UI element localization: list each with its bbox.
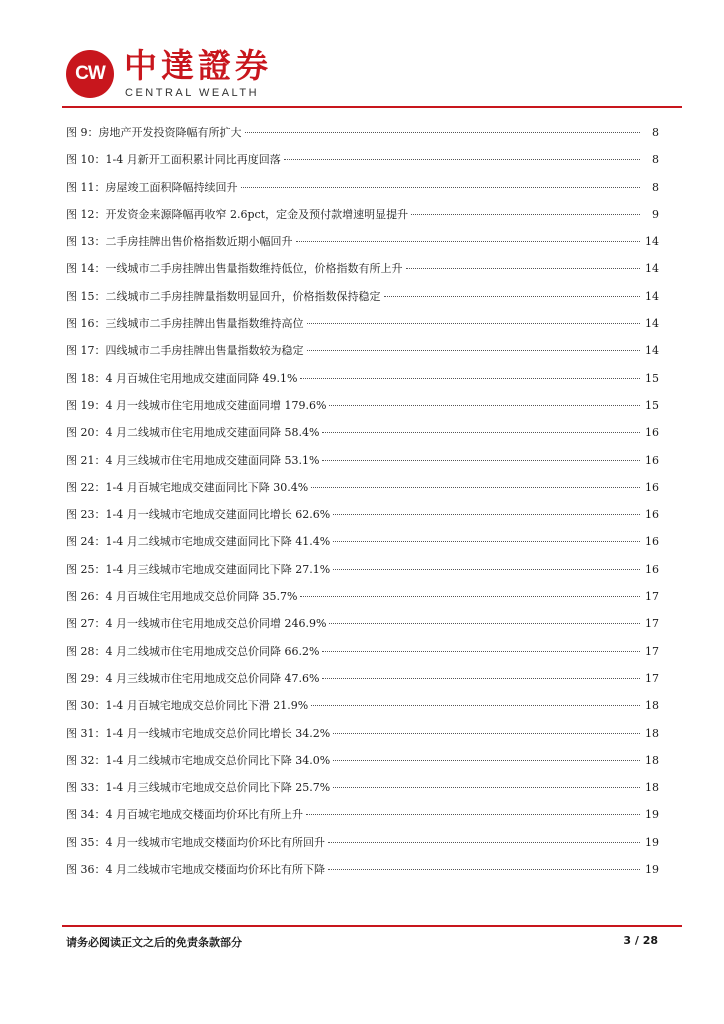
toc-entry-page: 16 [645, 562, 659, 576]
toc-entry-label: 图 21：4 月三线城市住宅用地成交建面同降 53.1% [66, 453, 320, 467]
brand-name-english: CENTRAL WEALTH [125, 87, 260, 99]
toc-entry-page: 18 [645, 781, 659, 795]
toc-entry-label: 图 34：4 月百城宅地成交楼面均价环比有所上升 [66, 808, 303, 822]
toc-dot-leader [411, 213, 640, 215]
toc-entry[interactable] [66, 179, 659, 206]
toc-entry-label: 图 17：四线城市二手房挂牌出售量指数较为稳定 [66, 344, 304, 358]
toc-entry-page: 14 [645, 235, 659, 249]
toc-entry[interactable] [66, 806, 659, 833]
toc-entry[interactable] [66, 533, 659, 560]
toc-entry-label: 图 11：房屋竣工面积降幅持续回升 [66, 180, 238, 194]
toc-dot-leader [333, 732, 640, 734]
toc-entry-label: 图 12：开发资金来源降幅再收窄 2.6pct，定金及预付款增速明显提升 [66, 207, 409, 221]
toc-entry-label: 图 30：1-4 月百城宅地成交总价同比下滑 21.9% [66, 699, 309, 713]
toc-dot-leader [300, 377, 640, 379]
toc-entry-label: 图 9：房地产开发投资降幅有所扩大 [66, 126, 242, 139]
toc-dot-leader [307, 322, 641, 324]
toc-entry-label: 图 32：1-4 月二线城市宅地成交总价同比下降 34.0% [66, 753, 331, 767]
toc-entry[interactable] [66, 670, 659, 697]
toc-dot-leader [322, 459, 640, 461]
toc-entry-page: 14 [645, 317, 659, 331]
toc-dot-leader [333, 759, 640, 761]
toc-dot-leader [322, 650, 640, 652]
toc-entry[interactable] [66, 725, 659, 752]
toc-entry-label: 图 28：4 月二线城市住宅用地成交总价同降 66.2% [66, 644, 320, 658]
toc-entry[interactable] [66, 342, 659, 369]
toc-entry-page: 16 [645, 480, 659, 494]
toc-entry-label: 图 16：三线城市二手房挂牌出售量指数维持高位 [66, 317, 304, 331]
toc-entry[interactable] [66, 206, 659, 233]
toc-dot-leader [241, 186, 641, 188]
toc-entry[interactable] [66, 124, 659, 151]
toc-entry-label: 图 26：4 月百城住宅用地成交总价同降 35.7% [66, 590, 298, 604]
header-divider [62, 106, 682, 108]
toc-entry-page: 17 [645, 644, 659, 658]
toc-entry-label: 图 36：4 月二线城市宅地成交楼面均价环比有所下降 [66, 863, 325, 877]
toc-entry-page: 19 [645, 863, 659, 877]
toc-entry-page: 8 [652, 126, 659, 139]
toc-dot-leader [284, 158, 640, 160]
logo-mark: CW [75, 63, 105, 84]
toc-entry-page: 17 [645, 590, 659, 604]
toc-dot-leader [333, 786, 640, 788]
toc-entry-label: 图 10：1-4 月新开工面积累计同比再度回落 [66, 153, 281, 167]
page-header [62, 44, 682, 108]
toc-entry[interactable] [66, 479, 659, 506]
toc-entry[interactable] [66, 643, 659, 670]
toc-dot-leader [329, 404, 640, 406]
toc-entry-page: 14 [645, 344, 659, 358]
toc-dot-leader [328, 868, 640, 870]
toc-entry[interactable] [66, 834, 659, 861]
toc-dot-leader [333, 568, 640, 570]
company-logo [66, 50, 114, 98]
toc-entry-page: 17 [645, 671, 659, 685]
toc-dot-leader [406, 267, 641, 269]
toc-entry-page: 9 [652, 207, 659, 221]
brand-name-chinese: 中達證券 [124, 46, 272, 85]
toc-dot-leader [311, 704, 640, 706]
toc-entry-label: 图 15：二线城市二手房挂牌量指数明显回升，价格指数保持稳定 [66, 289, 381, 303]
toc-entry[interactable] [66, 615, 659, 642]
toc-entry-label: 图 29：4 月三线城市住宅用地成交总价同降 47.6% [66, 671, 320, 685]
toc-entry-page: 8 [652, 153, 659, 167]
page-number: 3 / 28 [623, 934, 658, 947]
toc-entry-page: 18 [645, 753, 659, 767]
toc-dot-leader [322, 431, 640, 433]
toc-entry-label: 图 24：1-4 月二线城市宅地成交建面同比下降 41.4% [66, 535, 331, 549]
toc-entry-page: 8 [652, 180, 659, 194]
toc-entry[interactable] [66, 397, 659, 424]
toc-entry-label: 图 23：1-4 月一线城市宅地成交建面同比增长 62.6% [66, 508, 331, 522]
toc-entry[interactable] [66, 861, 659, 888]
toc-dot-leader [329, 622, 640, 624]
toc-dot-leader [328, 841, 640, 843]
toc-entry[interactable] [66, 288, 659, 315]
toc-entry[interactable] [66, 588, 659, 615]
toc-entry-page: 15 [645, 371, 659, 385]
toc-entry[interactable] [66, 561, 659, 588]
toc-dot-leader [300, 595, 640, 597]
toc-entry-label: 图 14：一线城市二手房挂牌出售量指数维持低位，价格指数有所上升 [66, 262, 403, 276]
toc-entry[interactable] [66, 233, 659, 260]
toc-entry-page: 14 [645, 289, 659, 303]
toc-dot-leader [333, 540, 640, 542]
toc-entry-page: 15 [645, 398, 659, 412]
toc-entry[interactable] [66, 370, 659, 397]
toc-dot-leader [307, 349, 641, 351]
toc-entry-page: 16 [645, 535, 659, 549]
toc-dot-leader [322, 677, 640, 679]
toc-entry[interactable] [66, 151, 659, 178]
toc-entry-label: 图 18：4 月百城住宅用地成交建面同降 49.1% [66, 371, 298, 385]
toc-entry-page: 16 [645, 508, 659, 522]
toc-entry[interactable] [66, 315, 659, 342]
toc-entry-page: 18 [645, 726, 659, 740]
toc-dot-leader [311, 486, 640, 488]
toc-entry[interactable] [66, 424, 659, 451]
toc-entry-page: 19 [645, 835, 659, 849]
figure-list [66, 124, 659, 888]
toc-entry-label: 图 22：1-4 月百城宅地成交建面同比下降 30.4% [66, 480, 309, 494]
toc-entry-label: 图 13：二手房挂牌出售价格指数近期小幅回升 [66, 235, 293, 249]
toc-entry-label: 图 35：4 月一线城市宅地成交楼面均价环比有所回升 [66, 835, 325, 849]
toc-entry[interactable] [66, 779, 659, 806]
toc-dot-leader [384, 295, 641, 297]
toc-entry-page: 14 [645, 262, 659, 276]
toc-entry-label: 图 31：1-4 月一线城市宅地成交总价同比增长 34.2% [66, 726, 331, 740]
toc-entry-page: 16 [645, 426, 659, 440]
footer-divider [62, 925, 682, 927]
toc-entry-label: 图 25：1-4 月三线城市宅地成交建面同比下降 27.1% [66, 562, 331, 576]
toc-entry[interactable] [66, 752, 659, 779]
toc-entry-page: 17 [645, 617, 659, 631]
toc-entry-page: 19 [645, 808, 659, 822]
toc-dot-leader [245, 131, 641, 133]
toc-entry-label: 图 20：4 月二线城市住宅用地成交建面同降 58.4% [66, 426, 320, 440]
toc-entry-page: 16 [645, 453, 659, 467]
toc-dot-leader [306, 813, 640, 815]
toc-entry[interactable] [66, 697, 659, 724]
toc-entry-page: 18 [645, 699, 659, 713]
toc-dot-leader [333, 513, 640, 515]
toc-dot-leader [296, 240, 641, 242]
toc-entry[interactable] [66, 260, 659, 287]
toc-entry-label: 图 33：1-4 月三线城市宅地成交总价同比下降 25.7% [66, 781, 331, 795]
footer-disclaimer: 请务必阅读正文之后的免责条款部分 [66, 936, 242, 949]
toc-entry-label: 图 19：4 月一线城市住宅用地成交建面同增 179.6% [66, 398, 327, 412]
toc-entry[interactable] [66, 506, 659, 533]
toc-entry-label: 图 27：4 月一线城市住宅用地成交总价同增 246.9% [66, 617, 327, 631]
toc-entry[interactable] [66, 452, 659, 479]
